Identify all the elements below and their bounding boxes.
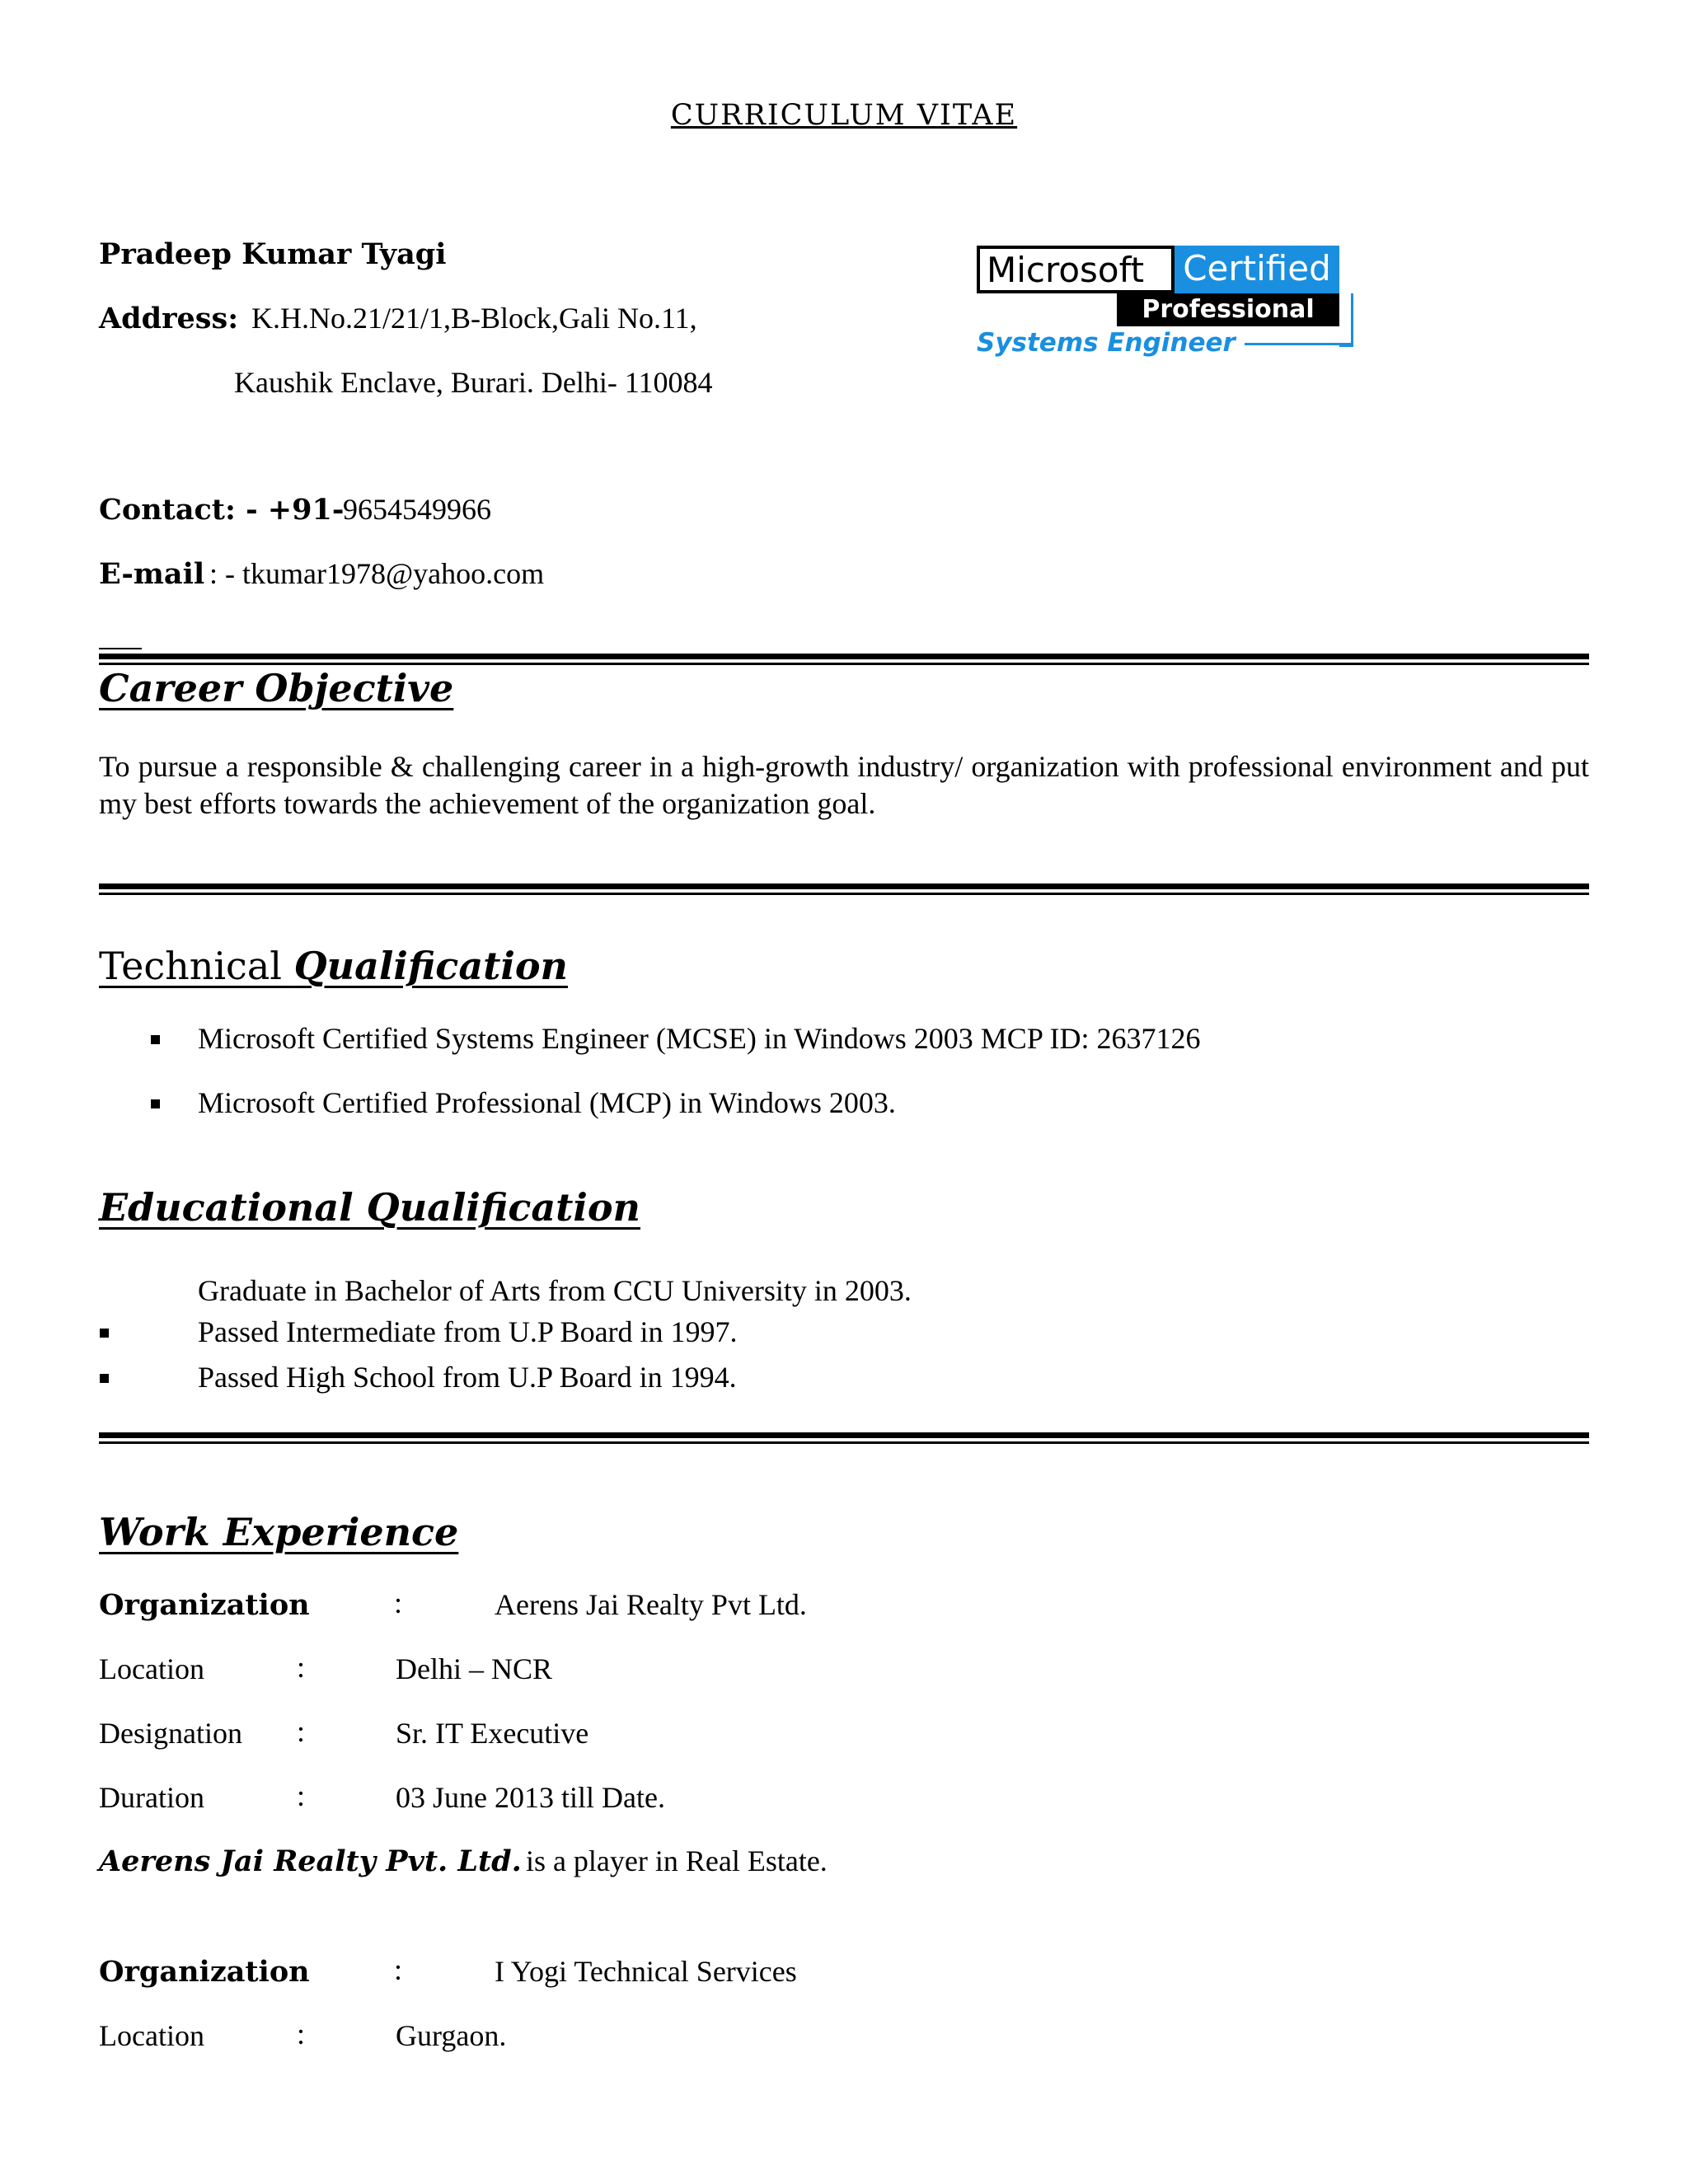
colon: :	[297, 1651, 306, 1684]
education-item: Passed Intermediate from U.P Board in 1997.	[198, 1315, 738, 1348]
logo-professional: Professional	[1117, 293, 1339, 326]
colon: :	[394, 1586, 403, 1619]
logo-frame	[1339, 293, 1353, 347]
section-divider	[99, 1432, 1589, 1444]
contact-value: 9654549966	[343, 493, 491, 526]
logo-microsoft: Microsoft	[977, 246, 1175, 293]
email-label: E-mail	[99, 557, 205, 591]
address-label: Address:	[99, 302, 239, 335]
address-line1: K.H.No.21/21/1,B-Block,Gali No.11,	[251, 302, 697, 335]
technical-heading-part2: Qualification	[293, 944, 568, 988]
job1-description	[99, 1844, 828, 1878]
mcse-logo	[977, 246, 1364, 361]
colon: :	[297, 1715, 306, 1748]
job1-company-desc: is a player in Real Estate.	[525, 1844, 828, 1877]
section-divider	[99, 883, 1589, 895]
job1-designation-label: Designation	[99, 1717, 242, 1750]
job1-duration-value: 03 June 2013 till Date.	[396, 1781, 665, 1814]
career-objective-text: To pursue a responsible & challenging career in a high-growth industry/ organization with professional environment and put my best efforts towards the achievement of the organization goal.	[99, 750, 1589, 820]
education-item: Graduate in Bachelor of Arts from CCU University in 2003.	[198, 1274, 912, 1307]
email-value: : - tkumar1978@yahoo.com	[209, 557, 545, 590]
job2-location-value: Gurgaon.	[396, 2019, 507, 2052]
bullet	[151, 1099, 160, 1108]
job1-org-value: Aerens Jai Realty Pvt Ltd.	[495, 1588, 807, 1621]
address-line2: Kaushik Enclave, Burari. Delhi- 110084	[234, 366, 713, 399]
colon: :	[297, 1779, 306, 1812]
colon: :	[297, 2018, 306, 2050]
bullet	[151, 1035, 160, 1044]
job1-designation-value: Sr. IT Executive	[396, 1717, 589, 1750]
job1-location-label: Location	[99, 1652, 204, 1685]
job1-org-label: Organization	[99, 1588, 310, 1622]
logo-underline	[1245, 343, 1352, 345]
job2-location-label: Location	[99, 2019, 204, 2052]
career-objective-heading: Career Objective	[99, 666, 454, 710]
work-heading: Work Experience	[99, 1510, 459, 1554]
technical-item: Microsoft Certified Systems Engineer (MCSE) in Windows 2003 MCP ID: 2637126	[198, 1022, 1201, 1055]
technical-item: Microsoft Certified Professional (MCP) in Windows 2003.	[198, 1086, 896, 1119]
education-heading: Educational Qualification	[99, 1185, 641, 1230]
bullet	[100, 1329, 109, 1338]
bullet	[100, 1374, 109, 1383]
job1-company-name: Aerens Jai Realty Pvt. Ltd.	[99, 1844, 522, 1878]
logo-systems-engineer: Systems Engineer	[977, 328, 1236, 358]
job2-org-value: I Yogi Technical Services	[495, 1955, 797, 1988]
job1-location-value: Delhi – NCR	[396, 1652, 553, 1685]
technical-heading-part1: Technical	[99, 944, 282, 988]
education-item: Passed High School from U.P Board in 1994.	[198, 1361, 737, 1394]
candidate-name: Pradeep Kumar Tyagi	[99, 237, 447, 271]
job1-duration-label: Duration	[99, 1781, 204, 1814]
section-divider	[99, 654, 1589, 665]
job2-org-label: Organization	[99, 1955, 310, 1989]
technical-heading	[99, 944, 568, 988]
colon: :	[394, 1953, 403, 1986]
logo-certified: Certified	[1175, 246, 1339, 293]
small-dash	[99, 648, 142, 649]
contact-label: Contact: - +91-	[99, 493, 345, 527]
document-title: CURRICULUM VITAE	[670, 99, 1018, 132]
